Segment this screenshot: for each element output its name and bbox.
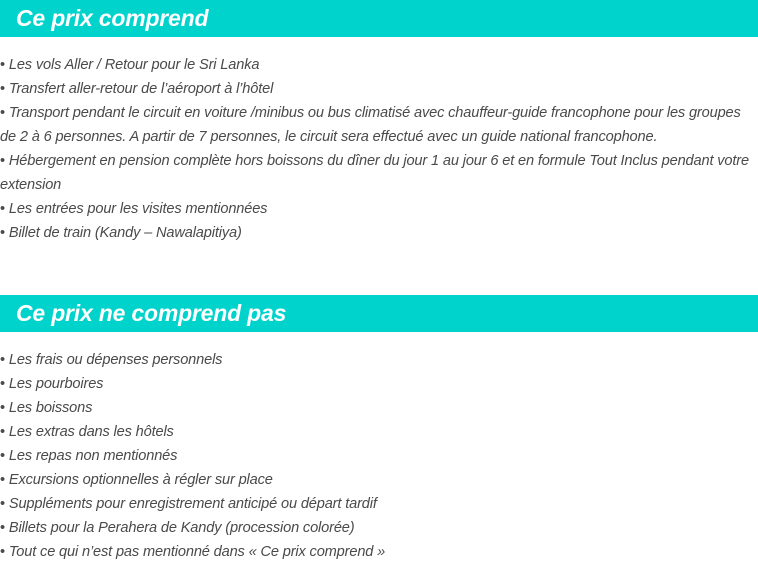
bullet-icon: •: [0, 496, 5, 512]
list-item: [0, 396, 758, 420]
list-item-text: Excursions optionnelles à régler sur place: [8, 472, 273, 488]
list-item: [0, 197, 758, 221]
list-item: [0, 77, 758, 101]
bullet-icon: •: [0, 105, 5, 121]
list-item: [0, 540, 758, 564]
list-item-text: Les frais ou dépenses personnels: [8, 352, 223, 368]
list-item: [0, 101, 758, 149]
not-included-list: [0, 348, 758, 564]
list-item-text: Hébergement en pension complète hors boissons du dîner du jour 1 au jour 6 et en formule Tout Inclus pendant votre extension: [0, 153, 749, 193]
list-item-text: Transport pendant le circuit en voiture /minibus ou bus climatisé avec chauffeur-guide francophone pour les groupes de 2 à 6 personnes. A partir de 7 personnes, le circuit sera effectué avec un guide national francophone.: [0, 105, 741, 145]
list-item: [0, 348, 758, 372]
list-item: [0, 444, 758, 468]
included-section-title: Ce prix comprend: [16, 5, 209, 31]
list-item: [0, 149, 758, 197]
list-item-text: Suppléments pour enregistrement anticipé ou départ tardif: [8, 496, 377, 512]
not-included-section-title: Ce prix ne comprend pas: [16, 300, 287, 326]
list-item-text: Tout ce qui n’est pas mentionné dans « Ce prix comprend »: [8, 544, 386, 560]
list-item-text: Les repas non mentionnés: [8, 448, 178, 464]
list-item-text: Les entrées pour les visites mentionnées: [8, 201, 268, 217]
bullet-icon: •: [0, 520, 5, 536]
bullet-icon: •: [0, 472, 5, 488]
not-included-section-header: [0, 295, 758, 332]
bullet-icon: •: [0, 544, 5, 560]
list-item: [0, 221, 758, 245]
bullet-icon: •: [0, 225, 5, 241]
list-item-text: Billet de train (Kandy – Nawalapitiya): [8, 225, 242, 241]
list-item-text: Transfert aller-retour de l’aéroport à l’hôtel: [8, 81, 274, 97]
bullet-icon: •: [0, 424, 5, 440]
list-item: [0, 516, 758, 540]
included-section-header: [0, 0, 758, 37]
list-item: [0, 420, 758, 444]
bullet-icon: •: [0, 57, 5, 73]
list-item: [0, 53, 758, 77]
list-item: [0, 468, 758, 492]
list-item: [0, 372, 758, 396]
list-item-text: Les pourboires: [8, 376, 104, 392]
bullet-icon: •: [0, 448, 5, 464]
bullet-icon: •: [0, 81, 5, 97]
list-item: [0, 492, 758, 516]
bullet-icon: •: [0, 201, 5, 217]
list-item-text: Les boissons: [8, 400, 93, 416]
list-item-text: Les extras dans les hôtels: [8, 424, 174, 440]
included-list: [0, 53, 758, 245]
list-item-text: Billets pour la Perahera de Kandy (procession colorée): [8, 520, 355, 536]
bullet-icon: •: [0, 400, 5, 416]
bullet-icon: •: [0, 352, 5, 368]
bullet-icon: •: [0, 153, 5, 169]
bullet-icon: •: [0, 376, 5, 392]
list-item-text: Les vols Aller / Retour pour le Sri Lanka: [8, 57, 260, 73]
